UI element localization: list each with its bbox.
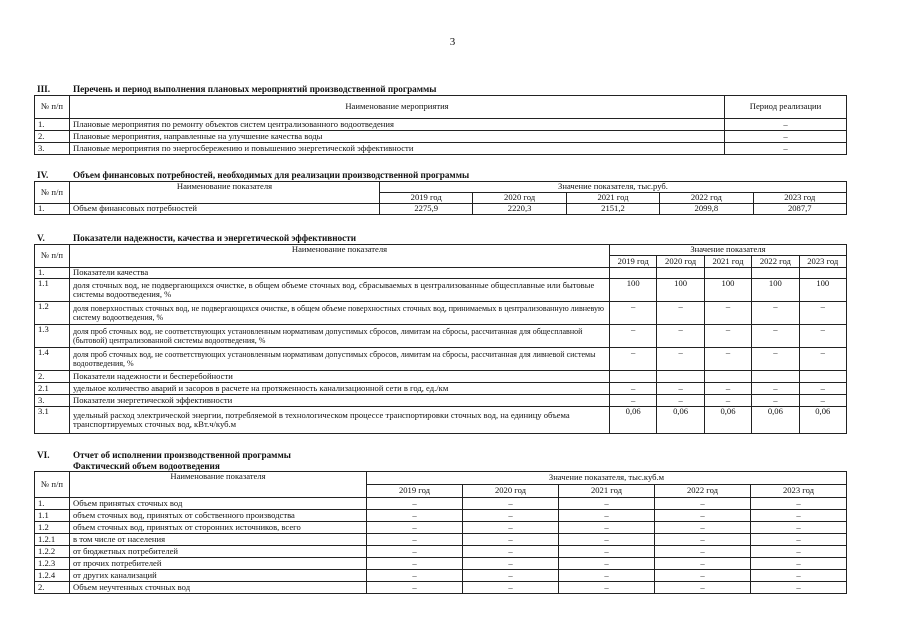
value-cell: 0,06 [610, 407, 657, 434]
row-name: от других канализаций [70, 570, 367, 582]
value-cell: – [463, 498, 559, 510]
section-5-title: Показатели надежности, качества и энергетической эффективности [73, 233, 357, 243]
section-6-title: Отчет об исполнении производственной программы [73, 450, 291, 460]
header-activity-name: Наименование мероприятия [70, 96, 725, 119]
value-cell [610, 371, 657, 383]
row-name: Объем принятых сточных вод [70, 498, 367, 510]
value-cell: 0,06 [752, 407, 799, 434]
header-no: № п/п [35, 96, 70, 119]
value-cell: – [559, 522, 655, 534]
value-cell [704, 371, 751, 383]
row-number: 1.2.3 [35, 558, 70, 570]
value-cell: – [463, 546, 559, 558]
section-6 [34, 450, 847, 594]
table-row [35, 558, 847, 570]
header-no: № п/п [35, 472, 70, 498]
value-cell: – [463, 534, 559, 546]
row-number: 1.2.4 [35, 570, 70, 582]
row-number: 1.2.2 [35, 546, 70, 558]
row-number: 1.3 [35, 325, 70, 348]
value-cell: 2099,8 [660, 204, 753, 215]
value-cell: – [799, 383, 846, 395]
year-2022: 2022 год [660, 193, 753, 204]
value-cell [704, 268, 751, 279]
value-cell: 2151,2 [566, 204, 659, 215]
year-2023: 2023 год [751, 485, 847, 498]
row-name: объем сточных вод, принятых от собственного производства [70, 510, 367, 522]
table-row [35, 348, 847, 371]
table-row [35, 268, 847, 279]
row-number: 1. [35, 119, 70, 131]
value-cell: – [655, 522, 751, 534]
row-name: Плановые мероприятия по ремонту объектов систем централизованного водоотведения [70, 119, 725, 131]
value-cell: – [655, 558, 751, 570]
section-5 [34, 233, 847, 434]
value-cell: – [559, 558, 655, 570]
value-cell: – [752, 302, 799, 325]
row-number: 3. [35, 143, 70, 155]
year-2021: 2021 год [559, 485, 655, 498]
table-row [35, 371, 847, 383]
row-number: 2.1 [35, 383, 70, 395]
year-2023: 2023 год [753, 193, 846, 204]
year-2022: 2022 год [655, 485, 751, 498]
value-cell [799, 371, 846, 383]
financial-needs-table [34, 181, 847, 215]
row-name: удельный расход электрической энергии, потребляемой в технологическом процессе транспортировки сточных вод, на единицу объема транспортируемых сточных вод, кВт.ч/куб.м [70, 407, 610, 434]
value-cell: – [751, 582, 847, 594]
value-cell: 2275,9 [380, 204, 473, 215]
row-number: 1.1 [35, 279, 70, 302]
value-cell [799, 268, 846, 279]
value-cell: – [657, 302, 704, 325]
value-cell: 100 [704, 279, 751, 302]
table-row [35, 204, 847, 215]
value-cell: 100 [610, 279, 657, 302]
value-cell: – [610, 383, 657, 395]
row-number: 2. [35, 371, 70, 383]
header-value: Значение показателя [610, 245, 847, 256]
table-row [35, 546, 847, 558]
section-5-number: V. [37, 233, 45, 243]
row-number: 1.2.1 [35, 534, 70, 546]
value-cell: – [559, 534, 655, 546]
value-cell: – [655, 546, 751, 558]
value-cell: 100 [657, 279, 704, 302]
value-cell: – [610, 348, 657, 371]
section-3-title: Перечень и период выполнения плановых мероприятий производственной программы [73, 84, 437, 94]
value-cell: – [704, 302, 751, 325]
row-period: – [725, 119, 847, 131]
value-cell: – [704, 383, 751, 395]
row-name: Показатели энергетической эффективности [70, 395, 610, 407]
table-row [35, 325, 847, 348]
value-cell: – [367, 498, 463, 510]
value-cell: – [752, 325, 799, 348]
row-name: Объем неучтенных сточных вод [70, 582, 367, 594]
year-2022: 2022 год [752, 256, 799, 268]
row-number: 1.2 [35, 522, 70, 534]
value-cell [752, 371, 799, 383]
year-2019: 2019 год [380, 193, 473, 204]
value-cell: – [655, 498, 751, 510]
value-cell: – [751, 570, 847, 582]
table-row [35, 279, 847, 302]
section-3-number: III. [37, 84, 51, 94]
value-cell: – [751, 534, 847, 546]
section-6-subtitle: Фактический объем водоотведения [73, 461, 220, 471]
value-cell: – [751, 498, 847, 510]
row-period: – [725, 131, 847, 143]
value-cell: – [463, 558, 559, 570]
wastewater-volume-table [34, 471, 847, 594]
row-name: от бюджетных потребителей [70, 546, 367, 558]
value-cell: – [751, 510, 847, 522]
value-cell: – [752, 383, 799, 395]
value-cell: – [367, 558, 463, 570]
header-value: Значение показателя, тыс.куб.м [367, 472, 847, 485]
value-cell: – [751, 522, 847, 534]
row-number: 2. [35, 582, 70, 594]
row-number: 1. [35, 204, 70, 215]
value-cell: – [559, 582, 655, 594]
table-row [35, 522, 847, 534]
value-cell: – [752, 348, 799, 371]
table-row [35, 395, 847, 407]
header-indicator-name: Наименование показателя [70, 472, 367, 498]
table-row [35, 119, 847, 131]
value-cell: 0,06 [657, 407, 704, 434]
value-cell: – [367, 582, 463, 594]
value-cell: – [655, 534, 751, 546]
value-cell: – [559, 510, 655, 522]
row-number: 3. [35, 395, 70, 407]
year-2023: 2023 год [799, 256, 846, 268]
row-name: Плановые мероприятия по энергосбережению и повышению энергетической эффективности [70, 143, 725, 155]
value-cell: – [799, 348, 846, 371]
value-cell: – [799, 325, 846, 348]
value-cell: – [657, 348, 704, 371]
row-name: удельное количество аварий и засоров в расчете на протяженность канализационной сети в год, ед./км [70, 383, 610, 395]
value-cell: – [463, 570, 559, 582]
value-cell: – [463, 522, 559, 534]
header-period: Период реализации [725, 96, 847, 119]
row-name: доля поверхностных сточных вод, не подвергающихся очистке, в общем объеме поверхностных сточных вод, принимаемых в централизованную ливневую систему водоотведения, % [70, 302, 610, 325]
value-cell: – [655, 582, 751, 594]
value-cell: – [367, 534, 463, 546]
year-2020: 2020 год [657, 256, 704, 268]
value-cell: – [751, 558, 847, 570]
value-cell: – [751, 546, 847, 558]
table-row [35, 570, 847, 582]
year-2019: 2019 год [610, 256, 657, 268]
value-cell: – [704, 325, 751, 348]
value-cell: – [655, 570, 751, 582]
row-number: 1.1 [35, 510, 70, 522]
row-name: доля проб сточных вод, не соответствующих установленным нормативам допустимых сбросов, лимитам на сбросы, рассчитанная для общесплавной (бытовой) централизованной системы водоотведения, % [70, 325, 610, 348]
year-2021: 2021 год [704, 256, 751, 268]
value-cell: – [752, 395, 799, 407]
value-cell [657, 268, 704, 279]
row-number: 3.1 [35, 407, 70, 434]
table-row [35, 302, 847, 325]
row-number: 2. [35, 131, 70, 143]
table-row [35, 131, 847, 143]
value-cell: 2220,3 [473, 204, 566, 215]
table-row [35, 407, 847, 434]
value-cell: – [463, 510, 559, 522]
activities-table [34, 95, 847, 155]
header-indicator-name: Наименование показателя [70, 182, 380, 204]
row-name: в том числе от населения [70, 534, 367, 546]
value-cell: – [799, 395, 846, 407]
page-number: 3 [449, 36, 456, 48]
header-no: № п/п [35, 245, 70, 268]
row-name: Объем финансовых потребностей [70, 204, 380, 215]
row-name: от прочих потребителей [70, 558, 367, 570]
value-cell: – [610, 395, 657, 407]
table-row [35, 498, 847, 510]
value-cell: – [559, 546, 655, 558]
value-cell: – [367, 546, 463, 558]
value-cell: 0,06 [704, 407, 751, 434]
value-cell: 2087,7 [753, 204, 846, 215]
value-cell: 100 [799, 279, 846, 302]
value-cell: – [704, 395, 751, 407]
table-row [35, 510, 847, 522]
indicators-table [34, 244, 847, 434]
section-4 [34, 170, 847, 215]
row-number: 1.4 [35, 348, 70, 371]
value-cell: – [657, 325, 704, 348]
value-cell: – [367, 522, 463, 534]
value-cell: – [367, 570, 463, 582]
table-row [35, 143, 847, 155]
row-name: Показатели качества [70, 268, 610, 279]
value-cell: – [704, 348, 751, 371]
year-2020: 2020 год [473, 193, 566, 204]
header-value: Значение показателя, тыс.руб. [380, 182, 847, 193]
value-cell [657, 371, 704, 383]
value-cell [610, 268, 657, 279]
value-cell [752, 268, 799, 279]
year-2020: 2020 год [463, 485, 559, 498]
section-3 [34, 84, 847, 155]
row-name: Плановые мероприятия, направленные на улучшение качества воды [70, 131, 725, 143]
table-row [35, 534, 847, 546]
value-cell: – [610, 325, 657, 348]
value-cell: – [610, 302, 657, 325]
row-number: 1. [35, 268, 70, 279]
row-name: Показатели надежности и бесперебойности [70, 371, 610, 383]
year-2021: 2021 год [566, 193, 659, 204]
year-2019: 2019 год [367, 485, 463, 498]
row-name: доля сточных вод, не подвергающихся очистке, в общем объеме сточных вод, сбрасываемых в централизованные общесплавные или бытовые системы водоотведения, % [70, 279, 610, 302]
row-name: доля проб сточных вод, не соответствующих установленным нормативам допустимых сбросов, лимитам на сбросы, рассчитанная для ливневой системы водоотведения, % [70, 348, 610, 371]
value-cell: 100 [752, 279, 799, 302]
section-4-title: Объем финансовых потребностей, необходимых для реализации производственной программы [73, 170, 470, 180]
row-number: 1.2 [35, 302, 70, 325]
table-row [35, 582, 847, 594]
value-cell: 0,06 [799, 407, 846, 434]
value-cell: – [799, 302, 846, 325]
section-6-number: VI. [37, 450, 50, 460]
section-4-number: IV. [37, 170, 49, 180]
value-cell: – [367, 510, 463, 522]
header-indicator-name: Наименование показателя [70, 245, 610, 268]
value-cell: – [657, 395, 704, 407]
value-cell: – [655, 510, 751, 522]
row-number: 1. [35, 498, 70, 510]
row-period: – [725, 143, 847, 155]
row-name: объем сточных вод, принятых от сторонних источников, всего [70, 522, 367, 534]
value-cell: – [657, 383, 704, 395]
value-cell: – [559, 570, 655, 582]
header-no: № п/п [35, 182, 70, 204]
value-cell: – [463, 582, 559, 594]
table-row [35, 383, 847, 395]
value-cell: – [559, 498, 655, 510]
